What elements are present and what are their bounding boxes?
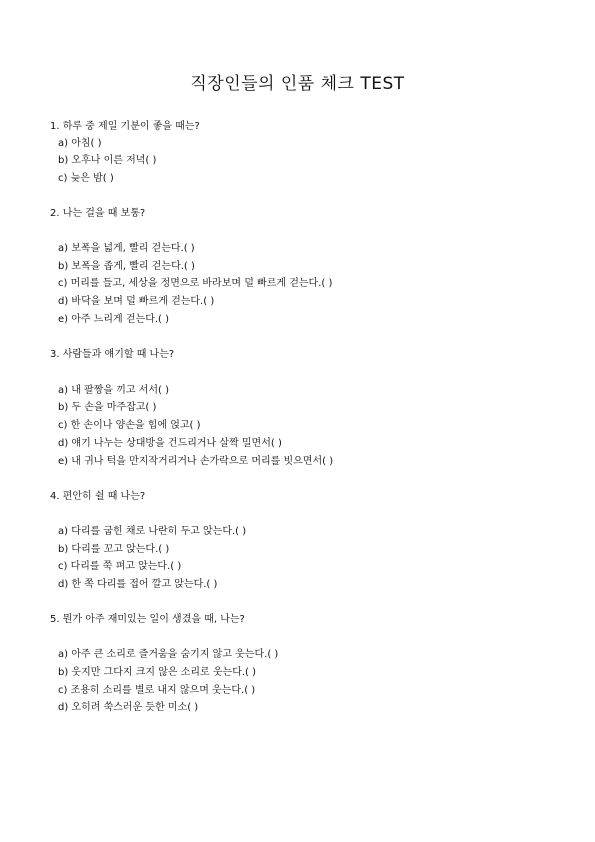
question-5-option-b: b) 웃지만 그다지 크지 않은 소리로 웃는다.( ) — [58, 667, 257, 678]
question-3-option-d: d) 얘기 나누는 상대방을 건드리거나 살짝 밀면서( ) — [58, 438, 282, 449]
question-3: 3. 사람들과 얘기할 때 나는? — [50, 349, 175, 360]
question-4: 4. 편안히 쉴 때 나는? — [50, 491, 146, 502]
question-2-option-c: c) 머리를 들고, 세상을 정면으로 바라보며 덜 빠르게 걷는다.( ) — [58, 278, 333, 289]
question-2-option-b: b) 보폭을 좁게, 빨리 걷는다.( ) — [58, 261, 195, 272]
question-5-option-d: d) 오히려 쑥스러운 듯한 미소( ) — [58, 702, 199, 713]
question-2-option-d: d) 바닥을 보며 덜 빠르게 걷는다.( ) — [58, 296, 215, 307]
page-title: 직장인들의 인품 체크 TEST — [190, 74, 405, 94]
question-3-option-a: a) 내 팔짱을 끼고 서서( ) — [58, 385, 170, 396]
question-4-option-a: a) 다리를 굽힌 채로 나란히 두고 앉는다.( ) — [58, 526, 247, 537]
question-5: 5. 뭔가 아주 재미있는 일이 생겼을 때, 나는? — [50, 614, 245, 625]
question-3-option-c: c) 한 손이나 양손을 힙에 얹고( ) — [58, 420, 201, 431]
question-2: 2. 나는 걸을 때 보통? — [50, 208, 146, 219]
question-3-option-e: e) 내 귀나 턱을 만지작거리거나 손가락으로 머리를 빗으면서( ) — [58, 456, 334, 467]
question-1-option-c: c) 늦은 밤( ) — [58, 173, 114, 184]
question-1: 1. 하루 중 제일 기분이 좋을 때는? — [50, 121, 200, 132]
question-2-option-a: a) 보폭을 넓게, 빨리 걷는다.( ) — [58, 243, 195, 254]
question-4-option-d: d) 한 쪽 다리를 접어 깔고 앉는다.( ) — [58, 579, 218, 590]
question-4-option-b: b) 다리를 꼬고 앉는다.( ) — [58, 544, 170, 555]
question-5-option-a: a) 아주 큰 소리로 즐거움을 숨기지 않고 웃는다.( ) — [58, 649, 279, 660]
question-5-option-c: c) 조용히 소리를 별로 내지 않으며 웃는다.( ) — [58, 685, 256, 696]
question-2-option-e: e) 아주 느리게 걷는다.( ) — [58, 314, 170, 325]
question-1-option-b: b) 오후나 이른 저녁( ) — [58, 155, 157, 166]
question-4-option-c: c) 다리를 쭉 펴고 앉는다.( ) — [58, 561, 182, 572]
question-3-option-b: b) 두 손을 마주잡고( ) — [58, 402, 157, 413]
question-1-option-a: a) 아침( ) — [58, 138, 102, 149]
